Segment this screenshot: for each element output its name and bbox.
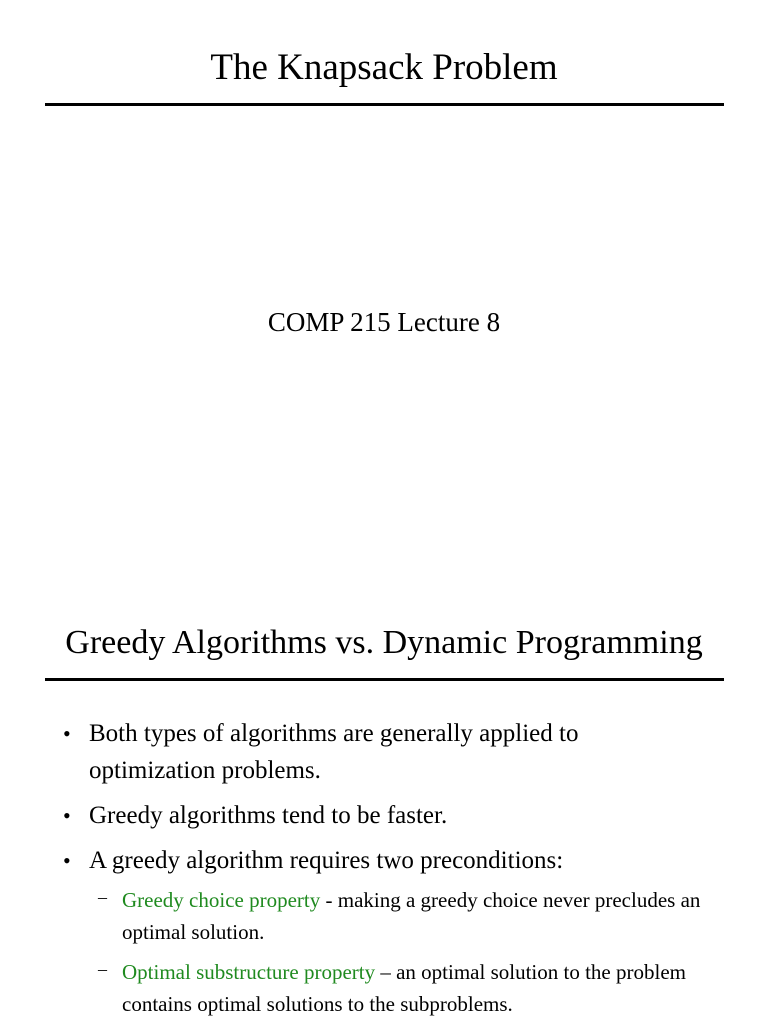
bullet-dot-icon: •: [63, 721, 71, 746]
sub-bullet-item: [98, 956, 722, 1020]
bullet-dot-icon: •: [63, 848, 71, 873]
dash-icon: –: [98, 959, 107, 979]
sub-bullet-term: Optimal substructure property: [122, 960, 376, 984]
slide2-title-divider: [45, 678, 724, 681]
slide1-title: The Knapsack Problem: [210, 47, 558, 88]
sub-bullet-text: - making a greedy choice never precludes an optimal solution.: [122, 888, 701, 944]
sub-bullet-term: Greedy choice property: [122, 888, 321, 912]
bullet-text: Greedy algorithms tend to be faster.: [89, 802, 448, 829]
bullet-item: [63, 715, 709, 789]
bullet-text: A greedy algorithm requires two preconditions:: [89, 847, 564, 874]
slide2-title: Greedy Algorithms vs. Dynamic Programming: [65, 624, 703, 661]
bullet-item: [63, 842, 709, 879]
bullet-item: [63, 797, 709, 834]
bullet-dot-icon: •: [63, 803, 71, 828]
dash-icon: –: [98, 887, 107, 907]
sub-bullet-text: – an optimal solution to the problem contains optimal solutions to the subproblems.: [122, 960, 686, 1016]
slide1-title-divider: [45, 103, 724, 106]
slide1-subtitle: COMP 215 Lecture 8: [267, 307, 501, 337]
bullet-text: Both types of algorithms are generally applied to optimization problems.: [89, 720, 579, 784]
sub-bullet-item: [98, 884, 722, 948]
